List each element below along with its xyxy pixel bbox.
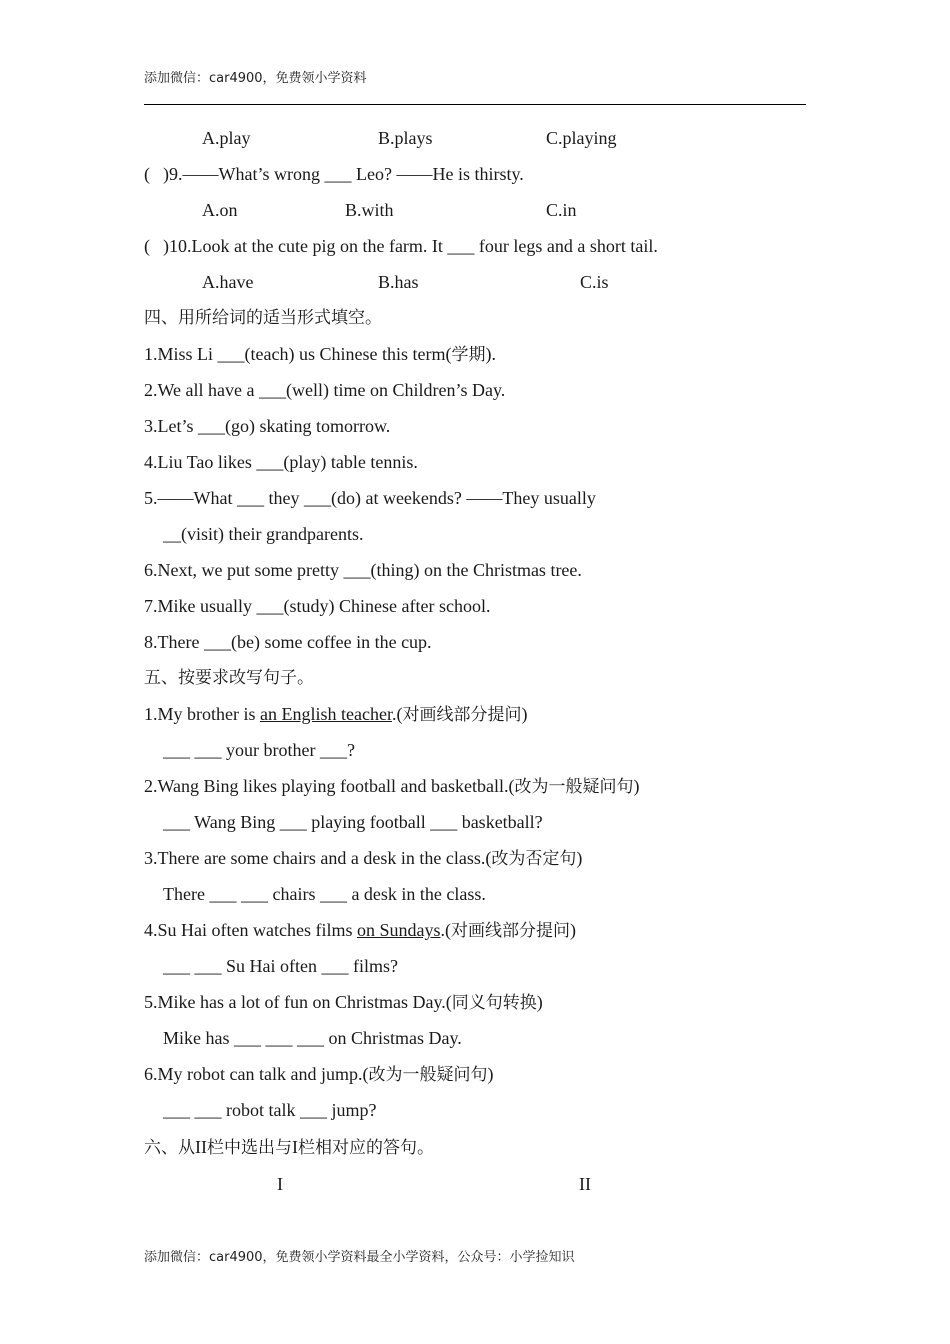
s5-q2-pre: 2.Wang Bing likes playing football and basketball.(: [144, 776, 515, 796]
s5-q1-underlined: an English teacher: [260, 704, 392, 724]
s5-q1-answer: ___ ___ your brother ___?: [163, 740, 355, 760]
q9-paren-open: (: [144, 164, 150, 184]
s6-column-2-heading: II: [579, 1174, 591, 1194]
s5-q6-cn: 改为一般疑问句: [368, 1065, 488, 1085]
s4-item-5: 5.——What ___ they ___(do) at weekends? ——They usually: [144, 488, 596, 508]
s5-q2-cn: 改为一般疑问句: [514, 777, 634, 797]
q9-option-c: C.in: [546, 200, 577, 220]
s5-q3-answer: There ___ ___ chairs ___ a desk in the class.: [163, 884, 486, 904]
s4-item-1-close: ).: [485, 344, 496, 364]
s5-q3-cn: 改为否定句: [491, 849, 577, 869]
s5-q3-pre: 3.There are some chairs and a desk in the class.(: [144, 848, 492, 868]
q10-text: 10.Look at the cute pig on the farm. It ___ four legs and a short tail.: [169, 236, 658, 256]
s6-title-d: I: [292, 1137, 298, 1157]
s4-item-1-text: 1.Miss Li ___(teach) us Chinese this term(: [144, 344, 452, 364]
page-header: 添加微信：car4900，免费领小学资料: [144, 71, 367, 86]
s5-q4-cn: 对画线部分提问: [450, 921, 570, 941]
s5-q1: [144, 703, 527, 726]
q10-option-c: C.is: [580, 272, 609, 292]
s5-q1-close: ): [521, 704, 528, 724]
q10-option-b: B.has: [378, 272, 419, 292]
q10-line: [144, 235, 658, 257]
page-footer: 添加微信：car4900，免费领小学资料最全小学资料，公众号：小学捡知识: [144, 1250, 575, 1265]
s6-title-e: 栏相对应的答句。: [298, 1138, 434, 1158]
s4-item-1-cn: 学期: [451, 345, 486, 365]
q9-paren-close: ): [163, 164, 169, 184]
s5-q5-cn: 同义句转换: [451, 993, 537, 1013]
s5-q1-cn: 对画线部分提问: [402, 705, 522, 725]
s4-item-7: 7.Mike usually ___(study) Chinese after school.: [144, 596, 491, 616]
q10-paren-close: ): [163, 236, 169, 256]
s5-q6: [144, 1063, 493, 1086]
s4-item-1: [144, 343, 496, 366]
section6-title: [144, 1136, 434, 1159]
q9-option-b: B.with: [345, 200, 394, 220]
s5-q4-post: .(: [440, 920, 451, 940]
s5-q6-close: ): [487, 1064, 494, 1084]
s6-title-a: 六、从: [144, 1138, 195, 1158]
s5-q5-pre: 5.Mike has a lot of fun on Christmas Day.(: [144, 992, 452, 1012]
s5-q2-close: ): [633, 776, 640, 796]
header-rule: [144, 104, 806, 105]
s4-item-2: 2.We all have a ___(well) time on Children’s Day.: [144, 380, 506, 400]
s4-item-8: 8.There ___(be) some coffee in the cup.: [144, 632, 432, 652]
q8-option-a: A.play: [202, 128, 251, 148]
q8-option-b: B.plays: [378, 128, 433, 148]
s5-q1-pre: 1.My brother is: [144, 704, 260, 724]
s5-q4-pre: 4.Su Hai often watches films: [144, 920, 357, 940]
q9-option-a: A.on: [202, 200, 238, 220]
section5-title: 五、按要求改写句子。: [144, 668, 314, 688]
s4-item-3: 3.Let’s ___(go) skating tomorrow.: [144, 416, 391, 436]
s5-q5-close: ): [536, 992, 543, 1012]
q10-option-a: A.have: [202, 272, 254, 292]
s5-q2-answer: ___ Wang Bing ___ playing football ___ basketball?: [163, 812, 543, 832]
q10-paren-open: (: [144, 236, 150, 256]
s5-q6-pre: 6.My robot can talk and jump.(: [144, 1064, 369, 1084]
s5-q3-close: ): [576, 848, 583, 868]
section4-title: 四、用所给词的适当形式填空。: [144, 308, 382, 328]
s5-q4: [144, 919, 576, 942]
s4-item-5-cont: __(visit) their grandparents.: [163, 524, 364, 544]
s6-title-c: 栏中选出与: [207, 1138, 292, 1158]
q9-text: 9.——What’s wrong ___ Leo? ——He is thirsty.: [169, 164, 524, 184]
s5-q5-answer: Mike has ___ ___ ___ on Christmas Day.: [163, 1028, 462, 1048]
s5-q4-close: ): [569, 920, 576, 940]
s4-item-4: 4.Liu Tao likes ___(play) table tennis.: [144, 452, 418, 472]
q8-option-c: C.playing: [546, 128, 617, 148]
q9-line: [144, 163, 524, 185]
s5-q2: [144, 775, 639, 798]
s5-q4-underlined: on Sundays: [356, 920, 441, 940]
s6-title-b: II: [195, 1137, 207, 1157]
s5-q5: [144, 991, 543, 1014]
s4-item-6: 6.Next, we put some pretty ___(thing) on the Christmas tree.: [144, 560, 582, 580]
s6-column-1-heading: I: [277, 1174, 283, 1194]
s5-q6-answer: ___ ___ robot talk ___ jump?: [163, 1100, 377, 1120]
s5-q3: [144, 847, 582, 870]
s5-q1-post: .(: [391, 704, 403, 724]
s5-q4-answer: ___ ___ Su Hai often ___ films?: [163, 956, 398, 976]
